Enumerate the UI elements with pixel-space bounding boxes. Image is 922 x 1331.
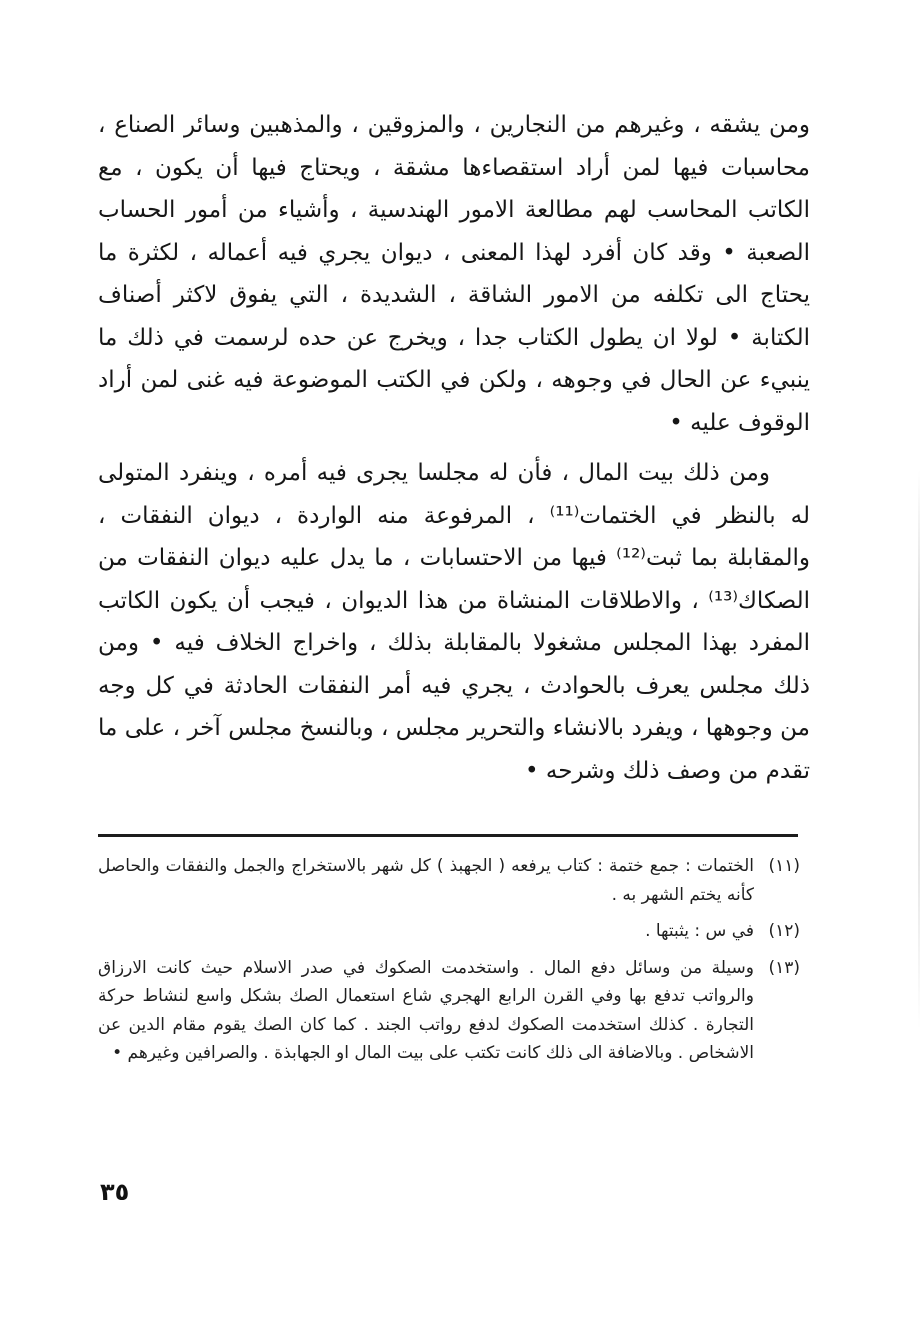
main-text-block xyxy=(98,104,810,792)
footnote-number: (١١) xyxy=(768,856,800,876)
scan-edge-shadow xyxy=(918,470,920,1030)
footnote-number: (١٢) xyxy=(768,921,800,941)
paragraph-1: ومن يشقه ، وغيرهم من النجارين ، والمزوقين ، والمذهبين وسائر الصناع ، محاسبات فيها لمن أراد استقصاءها مشقة ، ويحتاج فيها أن يكون ، مع الكاتب المحاسب لهم مطالعة الامور الهندسية ، وأشياء من أمور الحساب الصعبة • وقد كان أفرد لهذا المعنى ، ديوان يجري فيه أعماله ، لكثرة ما يحتاج الى تكلفه من الامور الشاقة ، الشديدة ، التي يفوق لاكثر أصناف الكتابة • لولا ان يطول الكتاب جدا ، ويخرج عن حده لرسمت في ذلك ما ينبيء عن الحال في وجوهه ، ولكن في الكتب الموضوعة فيه غنى لمن أراد الوقوف عليه • xyxy=(98,112,810,436)
footnotes-block xyxy=(98,852,800,1076)
footnote-number: (١٣) xyxy=(768,957,800,978)
footnote-separator-rule xyxy=(98,834,798,837)
footnote-12 xyxy=(98,917,800,946)
paragraph-2: ومن ذلك بيت المال ، فأن له مجلسا يجرى فيه أمره ، وينفرد المتولى له بالنظر في الختمات⁽¹¹⁾ ، المرفوعة منه الواردة ، ديوان النفقات ، والمقابلة بما ثبت⁽¹²⁾ فيها من الاحتسابات ، ما يدل عليه ديوان النفقات من الصكاك⁽¹³⁾ ، والاطلاقات المنشاة من هذا الديوان ، فيجب أن يكون الكاتب المفرد بهذا المجلس مشغولا بالمقابلة بذلك ، واخراج الخلاف فيه • ومن ذلك مجلس يعرف بالحوادث ، يجري فيه أمر النفقات الحادثة في كل وجه من وجوهها ، ويفرد بالانشاء والتحرير مجلس ، وبالنسخ مجلس آخر ، على ما تقدم من وصف ذلك وشرحه • xyxy=(98,460,810,784)
footnote-text: وسيلة من وسائل دفع المال . واستخدمت الصكوك في صدر الاسلام حيث كانت الارزاق والرواتب تدفع بها وفي القرن الرابع الهجري شاع استعمال الصك بشكل واسع لنشاط حركة التجارة . كذلك استخدمت الصكوك لدفع رواتب الجند . كما كان الصك يقوم مقام الدين عن الاشخاص . وبالاضافة الى ذلك كانت تكتب على بيت المال او الجهابذة . والصرافين وغيرهم • xyxy=(98,957,754,1063)
footnote-13 xyxy=(98,954,800,1068)
page-number: ٣٥ xyxy=(100,1178,130,1206)
footnote-11 xyxy=(98,852,800,909)
footnote-text: في س : يثبتها . xyxy=(645,921,754,941)
footnote-text: الختمات : جمع ختمة : كتاب يرفعه ( الجهبذ ) كل شهر بالاستخراج والجمل والنفقات والحاصل كأنه يختم الشهر به . xyxy=(98,856,754,905)
